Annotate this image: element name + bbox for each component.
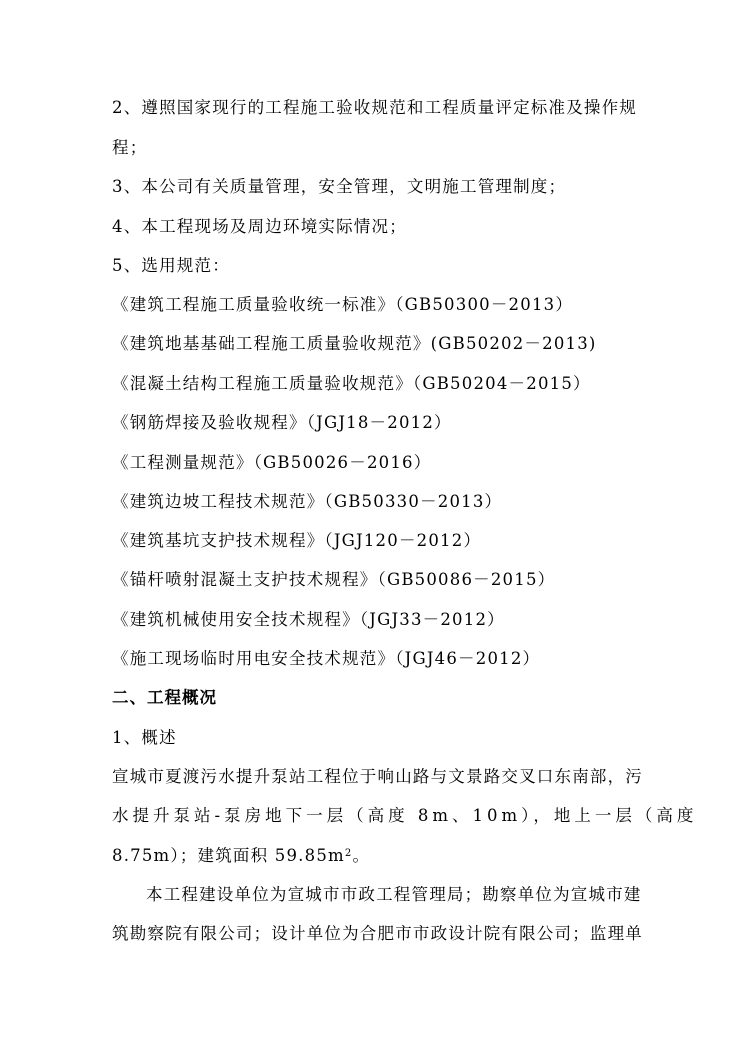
basis-item-3: 3、本公司有关质量管理，安全管理，文明施工管理制度； xyxy=(112,177,567,196)
basis-item-2-line-1: 2、遵照国家现行的工程施工验收规范和工程质量评定标准及操作规 xyxy=(112,98,637,117)
basis-item-5: 5、选用规范： xyxy=(112,256,230,275)
standard-item: 《建筑工程施工质量验收统一标准》（GB50300－2013） xyxy=(112,295,574,314)
overview-paragraph-1-line-2: 水提升泵站-泵房地下一层（高度 8m、10m），地上一层（高度 xyxy=(112,806,698,825)
overview-paragraph-1-line-1: 宣城市夏渡污水提升泵站工程位于响山路与文景路交叉口东南部，污 xyxy=(112,767,643,786)
overview-paragraph-1-line-3 xyxy=(112,846,632,866)
section-heading-overview: 二、工程概况 xyxy=(112,688,217,707)
basis-item-4: 4、本工程现场及周边环境实际情况； xyxy=(112,217,407,236)
overview-paragraph-2-line-2: 筑勘察院有限公司；设计单位为合肥市市政设计院有限公司；监理单 xyxy=(112,924,643,943)
standard-item: 《钢筋焊接及验收规程》（JGJ18－2012） xyxy=(112,413,452,432)
standard-item: 《施工现场临时用电安全技术规范》（JGJ46－2012） xyxy=(112,649,541,668)
standard-item: 《建筑地基基础工程施工质量验收规范》(GB50202－2013) xyxy=(112,334,597,353)
standard-item: 《建筑基坑支护技术规程》（JGJ120－2012） xyxy=(112,531,482,550)
basis-item-2-line-2: 程； xyxy=(112,138,148,157)
overview-paragraph-2-line-1: 本工程建设单位为宣城市市政工程管理局；勘察单位为宣城市建 xyxy=(146,885,642,904)
standard-item: 《工程测量规范》（GB50026－2016） xyxy=(112,453,432,472)
area-end: 。 xyxy=(352,846,371,865)
area-text: 8.75m）；建筑面积 59.85m xyxy=(112,846,345,865)
standard-item: 《建筑边坡工程技术规范》（GB50330－2013） xyxy=(112,492,503,511)
standard-item: 《混凝土结构工程施工质量验收规范》（GB50204－2015） xyxy=(112,374,591,393)
standard-item: 《锚杆喷射混凝土支护技术规程》（GB50086－2015） xyxy=(112,570,556,589)
standard-item: 《建筑机械使用安全技术规程》（JGJ33－2012） xyxy=(112,610,505,629)
area-superscript: 2 xyxy=(344,848,353,859)
subsection-heading-summary: 1、概述 xyxy=(112,728,177,747)
